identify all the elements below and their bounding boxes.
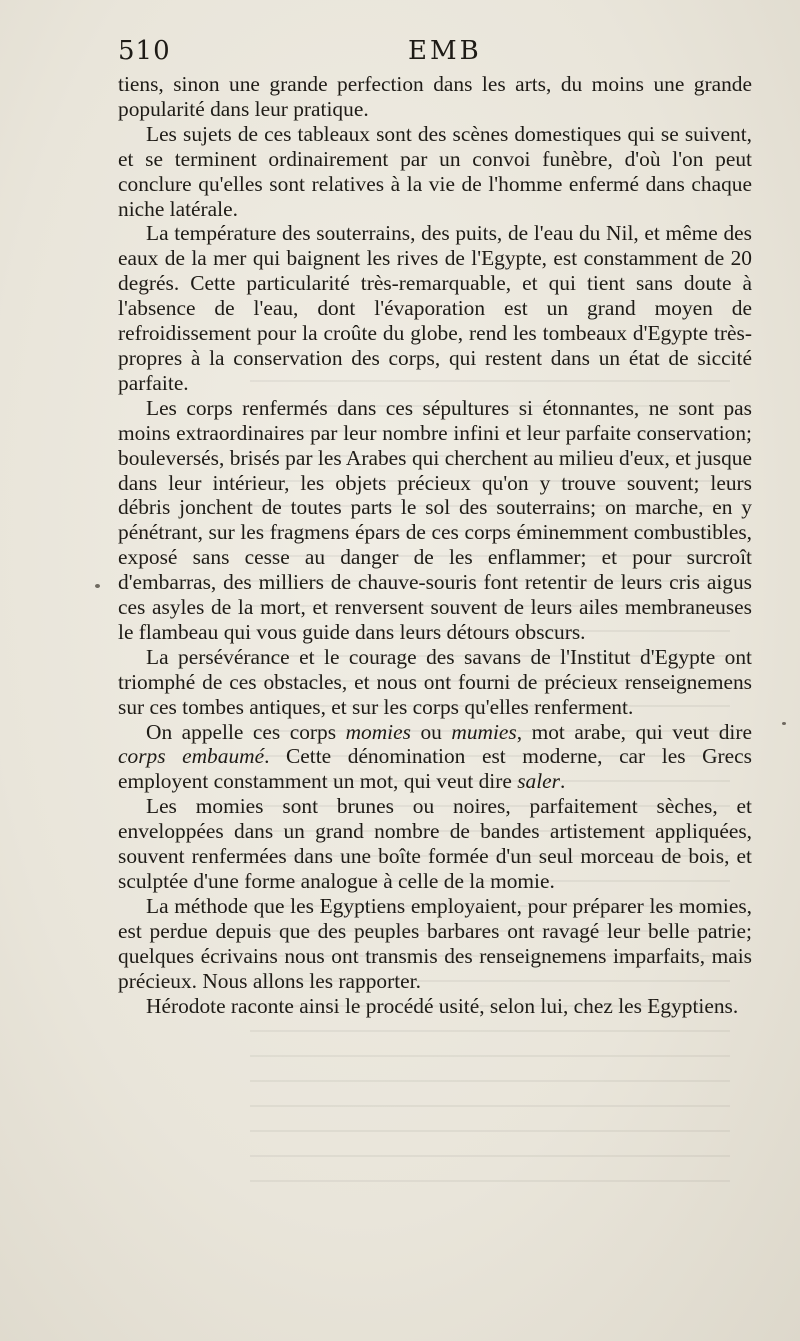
text-run: , mot arabe, qui veut dire — [516, 719, 752, 744]
ink-speck — [782, 722, 786, 725]
italic-term: corps embaumé — [118, 744, 265, 769]
paragraph: La température des souterrains, des puits, de l'eau du Nil, et même des eaux de la mer qui baignent les rives de l'Egypte, est constamment de 20 degrés. Cette particularité très-remarquable, et qui tient sans doute à l'absence de l'eau, dont l'évaporation est un grand moyen de refroidissement pour la croûte du globe, rend les tombeaux d'Egypte très-propres à la conservation des corps, qui restent dans un état de siccité parfaite. — [118, 221, 752, 395]
paragraph: Les corps renfermés dans ces sépultures si étonnantes, ne sont pas moins extraordinaires par leur nombre infini et leur parfaite conservation; bouleversés, brisés par les Arabes qui cherchent au milieu d'eux, et jusque dans leur intérieur, les objets précieux qu'on y trouve souvent; leurs débris jonchent de toutes parts le sol des souterrains; on marche, en y pénétrant, sur les fragmens épars de ces corps éminemment combustibles, exposé sans cesse au danger de les enflammer; et pour surcroît d'embarras, des milliers de chauve-souris font retentir de leurs cris aigus ces asyles de la mort, et renversent souvent de leurs ailes membraneuses le flambeau qui vous guide dans leurs détours obscurs. — [118, 395, 752, 644]
ink-speck — [95, 584, 100, 588]
italic-term: saler — [517, 769, 561, 794]
italic-term: mumies — [451, 719, 517, 744]
running-head: EMB — [408, 36, 482, 66]
text-run: . Cette dénomination est moderne, car les Grecs employent constamment un mot, qui veut dire — [118, 744, 752, 794]
paragraph: tiens, sinon une grande perfection dans les arts, du moins une grande popularité dans leur pratique. — [118, 72, 752, 121]
paragraph: Les sujets de ces tableaux sont des scènes domestiques qui se suivent, et se terminent ordinairement par un convoi funèbre, d'où l'on peut conclure qu'elles sont relatives à la vie de l'homme enfermé dans chaque niche latérale. — [118, 121, 752, 221]
paragraph: Les momies sont brunes ou noires, parfaitement sèches, et enveloppées dans un grand nombre de bandes artistement appliquées, souvent renfermées dans une boîte formée d'un seul morceau de bois, et sculptée d'une forme analogue à celle de la momie. — [118, 794, 752, 893]
page-header — [118, 36, 750, 70]
paragraph: Hérodote raconte ainsi le procédé usité, selon lui, chez les Egyptiens. — [146, 993, 739, 1018]
text-run: ou — [410, 719, 452, 744]
page-number: 510 — [118, 36, 171, 66]
body-text — [118, 72, 752, 1018]
text-run: On appelle ces corps — [146, 719, 346, 744]
paragraph: La méthode que les Egyptiens employaient, pour préparer les momies, est perdue depuis que des peuples barbares ont ravagé leur belle patrie; quelques écrivains nous ont transmis des renseignemens imparfaits, mais précieux. Nous allons les rapporter. — [118, 893, 752, 993]
paragraph — [118, 720, 752, 795]
paragraph: La persévérance et le courage des savans de l'Institut d'Egypte ont triomphé de ces obstacles, et nous ont fourni de précieux renseignemens sur ces tombes antiques, et sur les corps qu'elles renferment. — [118, 644, 752, 719]
italic-term: momies — [345, 719, 411, 744]
text-run: . — [560, 769, 566, 794]
